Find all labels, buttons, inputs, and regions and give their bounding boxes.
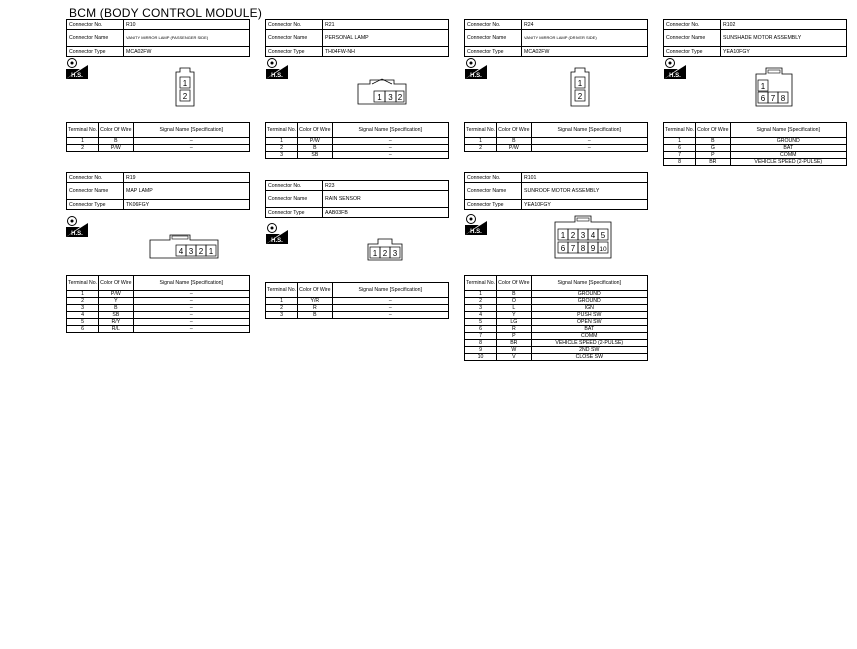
table-row bbox=[67, 298, 250, 305]
table-row bbox=[465, 312, 648, 319]
connector-no: R19 bbox=[124, 173, 250, 183]
table-row bbox=[266, 145, 449, 152]
table-cell: B bbox=[497, 291, 531, 298]
connector-info bbox=[663, 19, 847, 57]
table-cell: 2 bbox=[465, 145, 497, 152]
column-header: Color Of Wire bbox=[696, 123, 730, 138]
label: Connector No. bbox=[465, 173, 522, 183]
table-cell: 1 bbox=[67, 291, 99, 298]
label: Connector No. bbox=[67, 173, 124, 183]
table-cell: R bbox=[497, 326, 531, 333]
connector-face-r101 bbox=[551, 214, 615, 260]
table-cell: 3 bbox=[465, 305, 497, 312]
table-cell: SB bbox=[298, 152, 332, 159]
table-cell: – bbox=[531, 145, 647, 152]
col-color: Color Of Wire bbox=[99, 123, 133, 138]
table-row bbox=[465, 291, 648, 298]
column-header: Terminal No. bbox=[465, 123, 497, 138]
connector-no: R102 bbox=[721, 20, 847, 30]
hs-icon bbox=[664, 57, 686, 79]
table-cell: – bbox=[332, 145, 448, 152]
table-cell: 10 bbox=[465, 354, 497, 361]
signal-table-r19 bbox=[66, 275, 250, 333]
label: Connector No. bbox=[67, 20, 124, 30]
table-row bbox=[67, 138, 250, 145]
table-row bbox=[465, 305, 648, 312]
column-header: Terminal No. bbox=[266, 283, 298, 298]
table-cell: 9 bbox=[465, 347, 497, 354]
table-cell: B bbox=[99, 305, 133, 312]
table-cell: 2 bbox=[266, 305, 298, 312]
label: Connector Type bbox=[465, 200, 522, 210]
table-cell: – bbox=[332, 312, 448, 319]
table-cell: – bbox=[133, 145, 249, 152]
connector-name: MAP LAMP bbox=[124, 183, 250, 200]
connector-name: VANITY MIRROR LAMP (PASSENGER SIDE) bbox=[124, 30, 250, 47]
label: Connector Type bbox=[266, 47, 323, 57]
table-row bbox=[465, 326, 648, 333]
table-cell: 2 bbox=[266, 145, 298, 152]
table-cell: OPEN SW bbox=[531, 319, 647, 326]
table-cell: R/L bbox=[99, 326, 133, 333]
hs-icon bbox=[266, 222, 288, 244]
table-cell: B bbox=[497, 138, 531, 145]
signal-table-r23 bbox=[265, 282, 449, 319]
pin-number: 3 bbox=[188, 247, 194, 256]
table-cell: P/W bbox=[99, 291, 133, 298]
connector-face-r102 bbox=[752, 66, 796, 108]
hs-label: H.S. bbox=[470, 73, 482, 79]
table-cell: Y/R bbox=[298, 298, 332, 305]
table-row bbox=[465, 145, 648, 152]
table-cell: P/W bbox=[497, 145, 531, 152]
table-cell: – bbox=[133, 138, 249, 145]
pin-number: 2 bbox=[570, 231, 576, 240]
connector-no: R101 bbox=[522, 173, 648, 183]
column-header: Color Of Wire bbox=[497, 123, 531, 138]
hs-label: H.S. bbox=[71, 73, 83, 79]
signal-table-r102 bbox=[663, 122, 847, 166]
table-cell: – bbox=[332, 138, 448, 145]
column-header: Color Of Wire bbox=[497, 276, 531, 291]
pin-number: 1 bbox=[577, 79, 583, 88]
connector-r21 bbox=[265, 19, 449, 57]
table-row bbox=[67, 312, 250, 319]
table-row bbox=[266, 312, 449, 319]
connector-no: R21 bbox=[323, 20, 449, 30]
table-cell: GROUND bbox=[730, 138, 846, 145]
connector-name: VANITY MIRROR LAMP (DRIVER SIDE) bbox=[522, 30, 648, 47]
table-cell: BR bbox=[696, 159, 730, 166]
table-cell: O bbox=[497, 298, 531, 305]
connector-info bbox=[464, 19, 648, 57]
pin-number: 2 bbox=[198, 247, 204, 256]
table-cell: PUSH SW bbox=[531, 312, 647, 319]
label: Connector Name bbox=[266, 30, 323, 47]
table-cell: 7 bbox=[664, 152, 696, 159]
pin-number: 7 bbox=[570, 244, 576, 253]
table-row bbox=[465, 347, 648, 354]
column-header: Signal Name [Specification] bbox=[133, 276, 249, 291]
label: Connector Type bbox=[465, 47, 522, 57]
table-cell: VEHICLE SPEED (2-PULSE) bbox=[531, 340, 647, 347]
connector-no: R10 bbox=[124, 20, 250, 30]
connector-r23 bbox=[265, 180, 449, 218]
hs-icon bbox=[66, 215, 88, 237]
table-row bbox=[664, 152, 847, 159]
label: Connector No. bbox=[266, 20, 323, 30]
table-cell: GROUND bbox=[531, 291, 647, 298]
pin-number: 3 bbox=[392, 249, 398, 258]
table-cell: 8 bbox=[465, 340, 497, 347]
pin-number: 1 bbox=[372, 249, 378, 258]
column-header: Color Of Wire bbox=[99, 276, 133, 291]
table-cell: 1 bbox=[465, 291, 497, 298]
pin-number: 2 bbox=[577, 92, 583, 101]
hs-icon bbox=[66, 57, 88, 79]
table-row bbox=[266, 138, 449, 145]
table-cell: V bbox=[497, 354, 531, 361]
table-row bbox=[266, 298, 449, 305]
table-row bbox=[67, 291, 250, 298]
table-cell: SB bbox=[99, 312, 133, 319]
table-cell: Y bbox=[99, 298, 133, 305]
table-cell: – bbox=[133, 305, 249, 312]
connector-type: YEA10FGY bbox=[522, 200, 648, 210]
pin-number: 8 bbox=[580, 244, 586, 253]
connector-type: TH04FW-NH bbox=[323, 47, 449, 57]
table-cell: 6 bbox=[67, 326, 99, 333]
table-cell: G bbox=[696, 145, 730, 152]
table-cell: 1 bbox=[664, 138, 696, 145]
label: Connector Type bbox=[664, 47, 721, 57]
connector-r19 bbox=[66, 172, 250, 210]
table-cell: – bbox=[332, 305, 448, 312]
pin-number: 1 bbox=[760, 82, 766, 91]
table-row bbox=[67, 326, 250, 333]
table-cell: Y bbox=[497, 312, 531, 319]
pin-number: 10 bbox=[599, 246, 607, 253]
label: Connector Type bbox=[67, 200, 124, 210]
table-cell: – bbox=[133, 298, 249, 305]
hs-label: H.S. bbox=[71, 231, 83, 237]
column-header: Color Of Wire bbox=[298, 123, 332, 138]
table-cell: 7 bbox=[465, 333, 497, 340]
column-header: Terminal No. bbox=[266, 123, 298, 138]
signal-table-r24 bbox=[464, 122, 648, 152]
connector-type: YEA10FGY bbox=[721, 47, 847, 57]
connector-face-r10 bbox=[172, 64, 198, 108]
label: Connector No. bbox=[664, 20, 721, 30]
table-cell: P bbox=[696, 152, 730, 159]
connector-face-r21 bbox=[354, 76, 410, 106]
table-cell: – bbox=[133, 291, 249, 298]
pin-number: 8 bbox=[780, 94, 786, 103]
pin-number: 6 bbox=[760, 94, 766, 103]
column-header: Signal Name [Specification] bbox=[730, 123, 846, 138]
pin-number: 1 bbox=[208, 247, 214, 256]
column-header: Signal Name [Specification] bbox=[531, 276, 647, 291]
table-cell: 1 bbox=[266, 138, 298, 145]
table-row bbox=[67, 145, 250, 152]
hs-icon bbox=[465, 57, 487, 79]
label: Connector No. bbox=[465, 20, 522, 30]
table-cell: 4 bbox=[465, 312, 497, 319]
connector-info bbox=[265, 19, 449, 57]
table-row bbox=[67, 305, 250, 312]
table-cell: 2 bbox=[67, 145, 99, 152]
connector-info bbox=[265, 180, 449, 218]
connector-name: PERSONAL LAMP bbox=[323, 30, 449, 47]
table-row bbox=[465, 340, 648, 347]
connector-r24 bbox=[464, 19, 648, 57]
signal-table-r21 bbox=[265, 122, 449, 159]
table-cell: COMM bbox=[730, 152, 846, 159]
connector-r102 bbox=[663, 19, 847, 57]
label: Connector Type bbox=[67, 47, 124, 57]
pin-number: 3 bbox=[388, 93, 393, 102]
pin-number: 2 bbox=[182, 92, 188, 101]
signal-table-r101 bbox=[464, 275, 648, 361]
label: Connector Name bbox=[465, 183, 522, 200]
column-header: Signal Name [Specification] bbox=[531, 123, 647, 138]
label: Connector No. bbox=[266, 181, 323, 191]
pin-number: 1 bbox=[377, 93, 382, 102]
connector-r101 bbox=[464, 172, 648, 210]
label: Connector Name bbox=[67, 183, 124, 200]
table-cell: LG bbox=[497, 319, 531, 326]
connector-type: TK06FGY bbox=[124, 200, 250, 210]
label: Connector Name bbox=[67, 30, 124, 47]
pin-number: 1 bbox=[182, 79, 188, 88]
connector-name: SUNSHADE MOTOR ASSEMBLY bbox=[721, 30, 847, 47]
table-cell: BR bbox=[497, 340, 531, 347]
col-signal: Signal Name [Specification] bbox=[133, 123, 249, 138]
column-header: Terminal No. bbox=[67, 276, 99, 291]
table-cell: – bbox=[332, 298, 448, 305]
table-cell: 1 bbox=[465, 138, 497, 145]
table-row bbox=[67, 319, 250, 326]
hs-label: H.S. bbox=[470, 229, 482, 235]
table-row bbox=[664, 145, 847, 152]
table-cell: 4 bbox=[67, 312, 99, 319]
table-cell: VEHICLE SPEED (2-PULSE) bbox=[730, 159, 846, 166]
connector-info bbox=[66, 172, 250, 210]
connector-name: RAIN SENSOR bbox=[323, 191, 449, 208]
pin-number: 2 bbox=[382, 249, 388, 258]
table-cell: 3 bbox=[266, 152, 298, 159]
table-cell: GROUND bbox=[531, 298, 647, 305]
page-title: BCM (BODY CONTROL MODULE) bbox=[69, 6, 263, 20]
table-cell: B bbox=[298, 145, 332, 152]
table-cell: R bbox=[298, 305, 332, 312]
column-header: Color Of Wire bbox=[298, 283, 332, 298]
hs-label: H.S. bbox=[271, 73, 283, 79]
table-row bbox=[465, 333, 648, 340]
table-cell: B bbox=[696, 138, 730, 145]
table-cell: 5 bbox=[67, 319, 99, 326]
table-cell: B bbox=[298, 312, 332, 319]
table-cell: L bbox=[497, 305, 531, 312]
connector-face-r23 bbox=[364, 236, 406, 262]
table-row bbox=[266, 152, 449, 159]
connector-info bbox=[66, 19, 250, 57]
table-row bbox=[465, 354, 648, 361]
pin-number: 7 bbox=[770, 94, 776, 103]
pin-number: 4 bbox=[590, 231, 596, 240]
table-cell: P/W bbox=[298, 138, 332, 145]
hs-label: H.S. bbox=[669, 73, 681, 79]
hs-label: H.S. bbox=[271, 238, 283, 244]
table-cell: B bbox=[99, 138, 133, 145]
table-cell: P/W bbox=[99, 145, 133, 152]
table-cell: IGN bbox=[531, 305, 647, 312]
table-cell: W bbox=[497, 347, 531, 354]
table-cell: – bbox=[133, 326, 249, 333]
connector-no: R23 bbox=[323, 181, 449, 191]
col-terminal: Terminal No. bbox=[67, 123, 99, 138]
table-cell: 2ND SW bbox=[531, 347, 647, 354]
table-row bbox=[664, 159, 847, 166]
pin-number: 4 bbox=[178, 247, 184, 256]
table-row bbox=[664, 138, 847, 145]
table-cell: 2 bbox=[465, 298, 497, 305]
connector-no: R24 bbox=[522, 20, 648, 30]
table-row bbox=[266, 305, 449, 312]
pin-number: 9 bbox=[590, 244, 596, 253]
connector-r10 bbox=[66, 19, 250, 57]
table-cell: 1 bbox=[266, 298, 298, 305]
table-cell: 8 bbox=[664, 159, 696, 166]
table-cell: – bbox=[531, 138, 647, 145]
hs-icon bbox=[266, 57, 288, 79]
table-cell: 6 bbox=[664, 145, 696, 152]
connector-face-r24 bbox=[567, 64, 593, 108]
column-header: Signal Name [Specification] bbox=[332, 283, 448, 298]
table-cell: – bbox=[133, 312, 249, 319]
table-cell: BAT bbox=[531, 326, 647, 333]
table-cell: 3 bbox=[266, 312, 298, 319]
table-cell: – bbox=[332, 152, 448, 159]
table-row bbox=[465, 138, 648, 145]
table-cell: CLOSE SW bbox=[531, 354, 647, 361]
connector-type: AAB03FB bbox=[323, 208, 449, 218]
table-cell: – bbox=[133, 319, 249, 326]
connector-name: SUNROOF MOTOR ASSEMBLY bbox=[522, 183, 648, 200]
connector-info bbox=[464, 172, 648, 210]
table-row bbox=[465, 298, 648, 305]
connector-face-r19 bbox=[146, 232, 222, 260]
column-header: Signal Name [Specification] bbox=[332, 123, 448, 138]
table-cell: 1 bbox=[67, 138, 99, 145]
pin-number: 3 bbox=[580, 231, 586, 240]
signal-table-r10 bbox=[66, 122, 250, 152]
column-header: Terminal No. bbox=[664, 123, 696, 138]
table-cell: 6 bbox=[465, 326, 497, 333]
pin-number: 1 bbox=[560, 231, 566, 240]
table-row bbox=[465, 319, 648, 326]
connector-type: MCA02FW bbox=[124, 47, 250, 57]
column-header: Terminal No. bbox=[465, 276, 497, 291]
pin-number: 2 bbox=[397, 93, 403, 102]
table-cell: P bbox=[497, 333, 531, 340]
table-cell: R/Y bbox=[99, 319, 133, 326]
table-cell: BAT bbox=[730, 145, 846, 152]
label: Connector Name bbox=[266, 191, 323, 208]
table-cell: 3 bbox=[67, 305, 99, 312]
hs-icon bbox=[465, 213, 487, 235]
label: Connector Name bbox=[465, 30, 522, 47]
pin-number: 6 bbox=[560, 244, 566, 253]
connector-type: MCA02FW bbox=[522, 47, 648, 57]
table-cell: 2 bbox=[67, 298, 99, 305]
pin-number: 5 bbox=[600, 231, 606, 240]
label: Connector Type bbox=[266, 208, 323, 218]
label: Connector Name bbox=[664, 30, 721, 47]
table-cell: 5 bbox=[465, 319, 497, 326]
table-cell: COMM bbox=[531, 333, 647, 340]
